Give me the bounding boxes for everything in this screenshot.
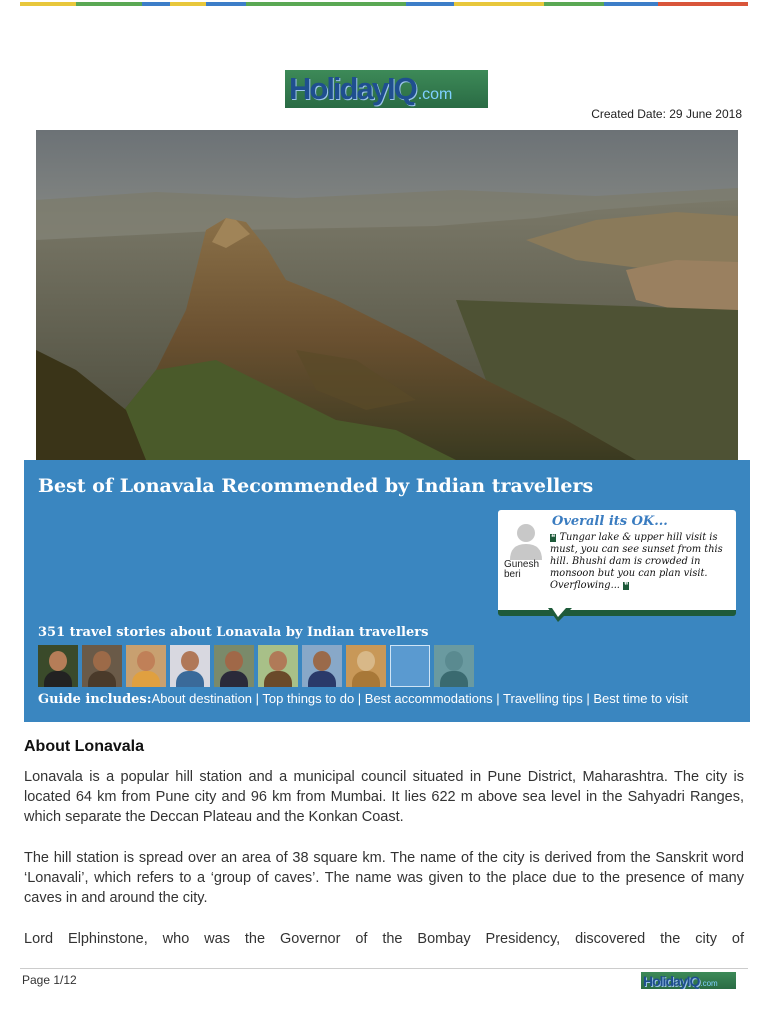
about-heading: About Lonavala	[24, 738, 145, 755]
footer-logo-suffix: .com	[700, 979, 718, 988]
thumb-body	[132, 671, 160, 687]
review-text	[550, 532, 734, 592]
footer-divider	[20, 968, 748, 969]
thumb-body	[44, 671, 72, 687]
top-bar-segment	[246, 2, 406, 6]
thumb-body	[308, 671, 336, 687]
stories-count[interactable]: 351 travel stories about Lonavala by Indian travellers	[38, 625, 429, 640]
top-bar-segment	[454, 2, 544, 6]
thumb-body	[176, 671, 204, 687]
thumb-face	[445, 651, 463, 671]
traveller-thumbnail[interactable]	[302, 645, 342, 687]
top-bar-segment	[658, 2, 748, 6]
traveller-thumbnail[interactable]	[170, 645, 210, 687]
traveller-thumbnails	[38, 645, 474, 687]
traveller-thumbnail[interactable]	[434, 645, 474, 687]
logo-suffix: .com	[417, 86, 453, 103]
review-card[interactable]	[498, 510, 736, 616]
speech-tail-icon	[548, 608, 572, 622]
thumb-body	[264, 671, 292, 687]
thumb-face	[181, 651, 199, 671]
top-bar-segment	[206, 2, 246, 6]
guide-label: Guide includes:	[38, 692, 152, 707]
thumb-face	[357, 651, 375, 671]
top-bar-segment	[142, 2, 170, 6]
traveller-thumbnail[interactable]	[258, 645, 298, 687]
top-bar-segment	[170, 2, 206, 6]
thumb-face	[402, 652, 420, 672]
thumb-face	[313, 651, 331, 671]
hero-image	[36, 130, 738, 460]
review-body: Tungar lake & upper hill visit is must, you can see sunset from this hill. Bhushi dam is crowded in monsoon but you can plan visit. Overflowing...	[550, 532, 723, 591]
thumb-face	[137, 651, 155, 671]
about-paragraph-2: The hill station is spread over an area of 38 square km. The name of the city is derived from the Sanskrit word ‘Lonavali’, which refers to a ‘group of caves’. The name was given to the place due to the presence of many caves in and around the city.	[24, 850, 744, 906]
thumb-body	[440, 671, 468, 687]
about-paragraph-1: Lonavala is a popular hill station and a municipal council situated in Pune District, Maharashtra. The city is located 64 km from Pune city and 96 km from Mumbai. It lies 622 m above sea level in the Sahyadri Ranges, which separate the Deccan Plateau and the Konkan Coast.	[24, 769, 744, 825]
created-date: Created Date: 29 June 2018	[591, 107, 742, 121]
mountain-landscape-photo-icon	[36, 130, 738, 460]
page-number: Page 1/12	[22, 973, 77, 987]
traveller-thumbnail[interactable]	[82, 645, 122, 687]
thumb-face	[49, 651, 67, 671]
close-quote-icon: ❞	[624, 581, 629, 590]
traveller-thumbnail[interactable]	[214, 645, 254, 687]
traveller-thumbnail[interactable]	[346, 645, 386, 687]
recommendation-banner	[24, 460, 750, 722]
guide-includes	[38, 691, 688, 707]
thumb-body	[220, 671, 248, 687]
user-avatar-icon	[508, 520, 544, 560]
thumb-body	[352, 671, 380, 687]
banner-title: Best of Lonavala Recommended by Indian travellers	[38, 475, 594, 497]
top-bar-segment	[76, 2, 142, 6]
about-paragraph-3: Lord Elphinstone, who was the Governor of the Bombay Presidency, discovered the city of	[24, 931, 744, 947]
review-title: Overall its OK...	[552, 514, 668, 529]
traveller-thumbnail[interactable]	[38, 645, 78, 687]
open-quote-icon: ❝	[551, 533, 556, 542]
traveller-thumbnail[interactable]	[390, 645, 430, 687]
thumb-body	[397, 672, 425, 687]
thumb-face	[269, 651, 287, 671]
footer-logo-text: HolidayIQ	[643, 972, 700, 989]
review-user: Gunesh beri	[504, 559, 540, 580]
top-bar-segment	[406, 2, 454, 6]
top-bar-segment	[544, 2, 604, 6]
thumb-face	[225, 651, 243, 671]
top-bar-segment	[20, 2, 76, 6]
logo-text: HolidayIQ	[289, 71, 416, 106]
traveller-thumbnail[interactable]	[126, 645, 166, 687]
guide-links[interactable]: About destination | Top things to do | Best accommodations | Travelling tips | Best time to visit	[151, 691, 688, 706]
footer-logo	[641, 972, 736, 989]
thumb-body	[88, 671, 116, 687]
thumb-face	[93, 651, 111, 671]
top-color-bar	[20, 2, 748, 6]
top-bar-segment	[604, 2, 658, 6]
holidayiq-logo	[285, 70, 488, 108]
